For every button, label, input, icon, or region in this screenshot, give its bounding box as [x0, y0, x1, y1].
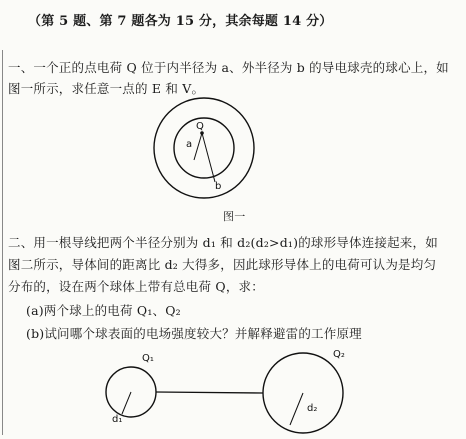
inner-shell-circle [174, 118, 234, 178]
radius-b-line [202, 133, 215, 182]
label-Q: Q [196, 121, 204, 132]
label-a: a [186, 139, 193, 150]
score-header: （第 5 题、第 7 题各为 15 分，其余每题 14 分） [28, 14, 333, 29]
q1-text-line2: 图一所示，求任意一点的 E 和 V。 [8, 81, 205, 96]
radius-d1-line [122, 392, 131, 414]
outer-shell-circle [154, 98, 254, 198]
label-Q1: Q₁ [142, 353, 154, 364]
radius-d2-line [290, 393, 303, 425]
q2-text-line3: 分布的，设在两个球体上带有总电荷 Q，求： [8, 279, 264, 294]
radius-a-line [194, 133, 202, 160]
q2-subquestion-a: (a)两个球上的电荷 Q₁、Q₂ [26, 303, 181, 318]
figure-1 [154, 98, 254, 198]
connecting-wire [156, 392, 263, 393]
label-Q2: Q₂ [333, 349, 345, 360]
figure-1-caption: 图一 [223, 210, 246, 223]
label-b: b [215, 181, 222, 192]
q1-text-line1: 一、一个正的点电荷 Q 位于内半径为 a、外半径为 b 的导电球壳的球心上，如 [8, 60, 449, 75]
label-d1: d₁ [112, 414, 123, 425]
figure-2 [106, 349, 345, 433]
q2-subquestion-b: (b)试问哪个球表面的电场强度较大？并解释避雷的工作原理 [26, 326, 362, 341]
q2-text-line1: 二、用一根导线把两个半径分别为 d₁ 和 d₂(d₂>d₁)的球形导体连接起来，如 [8, 235, 438, 250]
label-d2: d₂ [307, 403, 318, 414]
q2-text-line2: 图二所示，导体间的距离比 d₂ 大得多，因此球形导体上的电荷可认为是均匀 [8, 257, 437, 272]
